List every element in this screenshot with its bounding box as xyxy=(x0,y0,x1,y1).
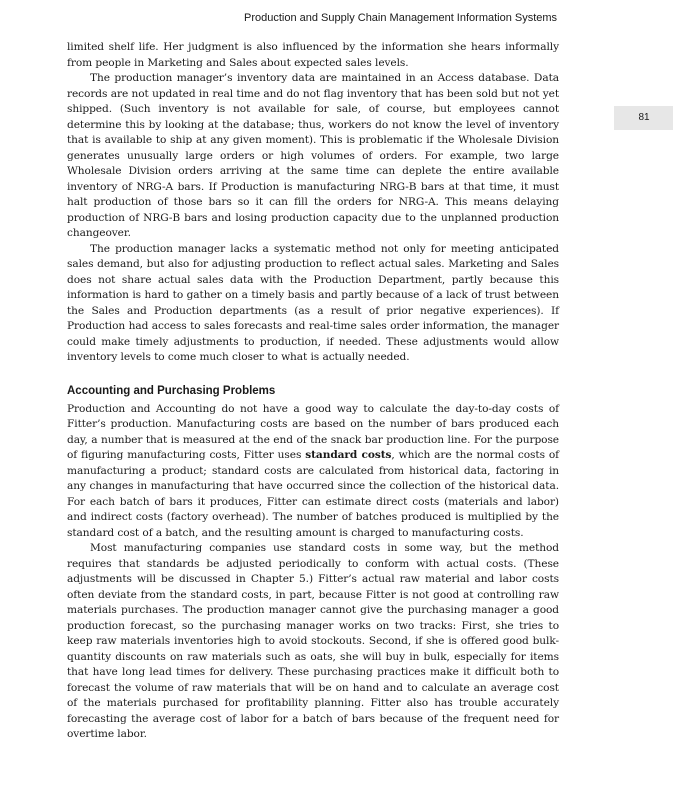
paragraph: The production manager’s inventory data are maintained in an Access database. Data records are not updated in real time and do not flag inventory that has been sold but not yet shipped. (Such inventory is not available for sale, of course, but employees cannot determine this by looking at the database; thus, workers do not know the level of inventory that is available to ship at any given moment). This is problematic if the Wholesale Division generates unusually large orders or high volumes of orders. For example, two large Wholesale Division orders arriving at the same time can deplete the entire available inventory of NRG-A bars. If Production is manufacturing NRG-B bars at that time, it must halt production of those bars so it can fill the orders for NRG-A. This means delaying production of NRG-B bars and losing production capacity due to the unplanned production changeover. xyxy=(67,72,559,239)
page-number: 81 xyxy=(614,106,673,130)
section-heading: Accounting and Purchasing Problems xyxy=(67,384,276,397)
paragraph: Most manufacturing companies use standard costs in some way, but the method requires that standards be adjusted periodically to conform with actual costs. (These adjustments will be discussed in Chapter 5.) Fitter’s actual raw material and labor costs often deviate from the standard costs, in part, because Fitter is not good at controlling raw materials purchases. The production manager cannot give the purchasing manager a good production forecast, so the purchasing manager works on two tracks: First, she tries to keep raw materials inventories high to avoid stockouts. Second, if she is offered good bulk-quantity discounts on raw materials such as oats, she will buy in bulk, especially for items that have long lead times for delivery. These purchasing practices make it difficult both to forecast the volume of raw materials that will be on hand and to calculate an average cost of the materials purchased for profitability planning. Fitter also has trouble accurately forecasting the average cost of labor for a batch of bars because of the frequent need for overtime labor. xyxy=(67,542,559,740)
body-text xyxy=(67,40,559,743)
paragraph-text: , which are the normal costs of manufacturing a product; standard costs are calculated from historical data, factoring in any changes in manufacturing that have occurred since the collection of the historical data. For each batch of bars it produces, Fitter can estimate direct costs (materials and labor) and indirect costs (factory overhead). The number of batches produced is multiplied by the standard cost of a batch, and the resulting amount is charged to manufacturing costs. xyxy=(67,449,559,539)
key-term: standard costs xyxy=(305,449,392,461)
paragraph: The production manager lacks a systematic method not only for meeting anticipated sales demand, but also for adjusting production to reflect actual sales. Marketing and Sales does not share actual sales data with the Production Department, partly because this information is hard to gather on a timely basis and partly because of a lack of trust between the Sales and Production departments (as a result of prior negative experiences). If Production had access to sales forecasts and real-time sales order information, the manager could make timely adjustments to production, if needed. These adjustments would allow inventory levels to come much closer to what is actually needed. xyxy=(67,242,559,363)
paragraph xyxy=(67,402,559,542)
paragraph-text: Production and Accounting do not have a good way to calculate the day-to-day costs of Fitter’s production. Manufacturing costs are based on the number of bars produced each day, a number that is measured at the end of the snack bar production line. For the purpose of figuring manufacturing costs, Fitter uses xyxy=(67,402,559,461)
running-header: Production and Supply Chain Management Information Systems xyxy=(244,12,558,24)
paragraph: limited shelf life. Her judgment is also influenced by the information she hears informally from people in Marketing and Sales about expected sales levels. xyxy=(67,41,559,69)
